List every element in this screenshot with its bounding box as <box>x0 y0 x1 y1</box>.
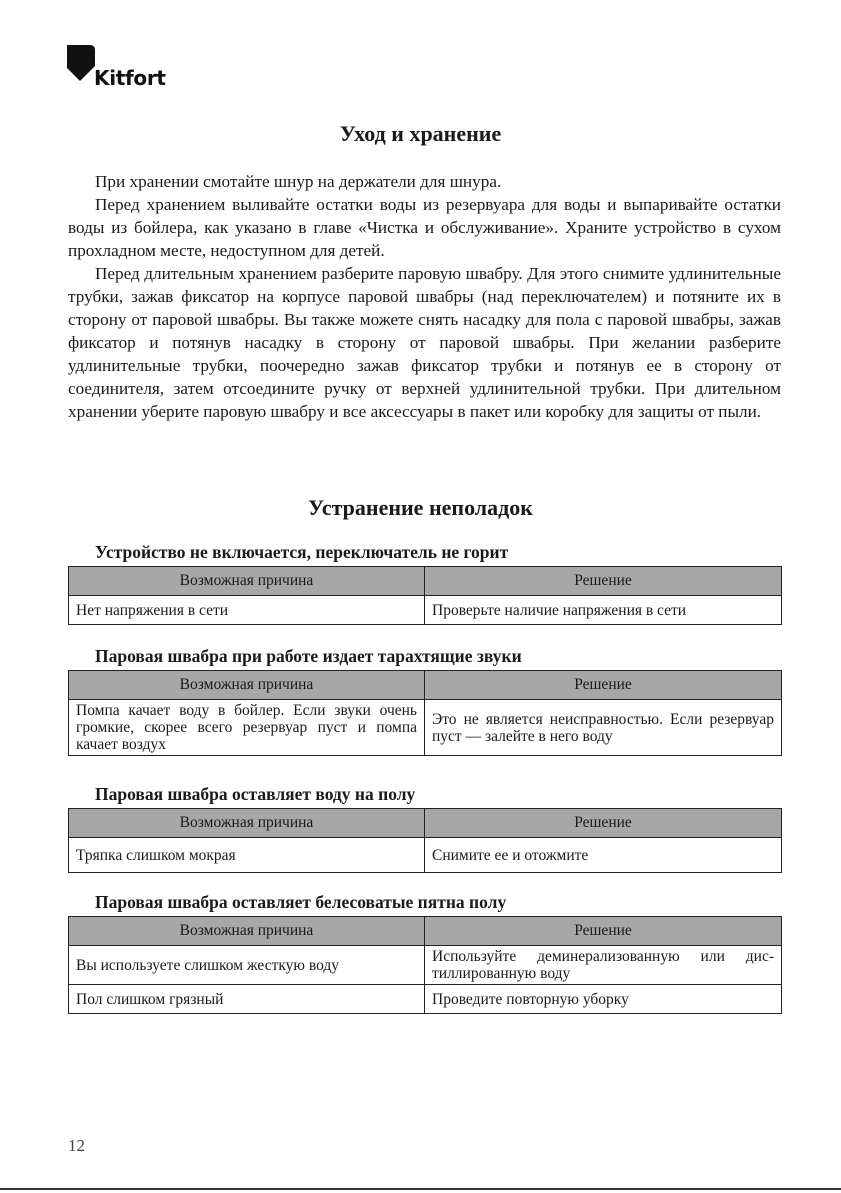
cause-cell: Вы используете слишком жесткую воду <box>69 946 425 985</box>
issue-title: Паровая швабра при работе издает тарахтящие звуки <box>95 646 522 666</box>
column-header-cause: Возможная причина <box>69 917 425 946</box>
care-body <box>68 170 781 423</box>
table-row <box>69 946 782 985</box>
care-paragraph: Перед длительным хранением разберите паровую швабру. Для этого снимите удлинительные трубки, зажав фиксатор на корпусе паровой швабры (над переключателем) и потяните их в сторону от паровой швабры. Вы также можете снять насадку для пола с паровой швабры, зажав фиксатор и потянув насадку в сторону от паровой швабры. При желании разберите удлинительные трубки, поочередно зажав фиксатор трубки и потянув ее в сторону от соединителя, затем отсоедините ручку от верхней удлинительной трубки. При длительном хранении уберите паровую швабру и все аксессуары в пакет или коробку для защиты от пыли. <box>68 264 781 421</box>
page-number: 12 <box>68 1136 85 1155</box>
cause-cell: Помпа качает воду в бойлер. Если звуки очень громкие, скорее всего резервуар пуст и помпа качает воздух <box>69 700 425 756</box>
column-header-solution: Решение <box>425 809 782 838</box>
care-title: Уход и хранение <box>339 121 502 146</box>
care-paragraph: Перед хранением выливайте остатки воды из резервуара для воды и выпаривайте остатки воды из бойлера, как указано в главе «Чистка и обслуживание». Храните устройство в сухом прохладном месте, недоступном для детей. <box>68 195 781 260</box>
troubleshooting-title: Устранение неполадок <box>308 495 533 520</box>
issue-block <box>68 646 782 756</box>
table-header-row <box>69 567 782 596</box>
table-row <box>69 838 782 873</box>
issue-block <box>68 784 782 873</box>
solution-cell: Проведите повторную уборку <box>425 985 782 1014</box>
issue-block <box>68 892 782 1014</box>
table-row <box>69 596 782 625</box>
column-header-solution: Решение <box>425 917 782 946</box>
brand-name: Kitfort <box>94 66 166 90</box>
solution-cell: Проверьте наличие напряжения в сети <box>425 596 782 625</box>
issue-title: Паровая швабра оставляет белесоватые пятна полу <box>95 892 507 912</box>
column-header-solution: Решение <box>425 567 782 596</box>
issue-table <box>68 916 782 1014</box>
cause-cell: Нет напряжения в сети <box>69 596 425 625</box>
table-header-row <box>69 809 782 838</box>
table-header-row <box>69 671 782 700</box>
solution-cell: Это не является неисправностью. Если резервуар пуст — залейте в него воду <box>425 700 782 756</box>
solution-cell: Используйте деминерализованную или дистиллированную воду <box>425 946 782 985</box>
column-header-cause: Возможная причина <box>69 809 425 838</box>
solution-cell: Снимите ее и отожмите <box>425 838 782 873</box>
column-header-cause: Возможная причина <box>69 567 425 596</box>
issue-title: Устройство не включается, переключатель не горит <box>95 542 509 562</box>
issue-block <box>68 542 782 625</box>
cause-cell: Тряпка слишком мокрая <box>69 838 425 873</box>
table-header-row <box>69 917 782 946</box>
issue-title: Паровая швабра оставляет воду на полу <box>95 784 416 804</box>
table-row <box>69 700 782 756</box>
column-header-solution: Решение <box>425 671 782 700</box>
cause-cell: Пол слишком грязный <box>69 985 425 1014</box>
issue-table <box>68 566 782 625</box>
kitfort-logo-mark-icon <box>66 44 96 88</box>
column-header-cause: Возможная причина <box>69 671 425 700</box>
brand-logo <box>66 44 176 94</box>
issue-table <box>68 808 782 873</box>
page-bottom-rule <box>0 1188 841 1190</box>
table-row <box>69 985 782 1014</box>
issue-table <box>68 670 782 756</box>
care-paragraph: При хранении смотайте шнур на держатели для шнура. <box>95 172 502 191</box>
